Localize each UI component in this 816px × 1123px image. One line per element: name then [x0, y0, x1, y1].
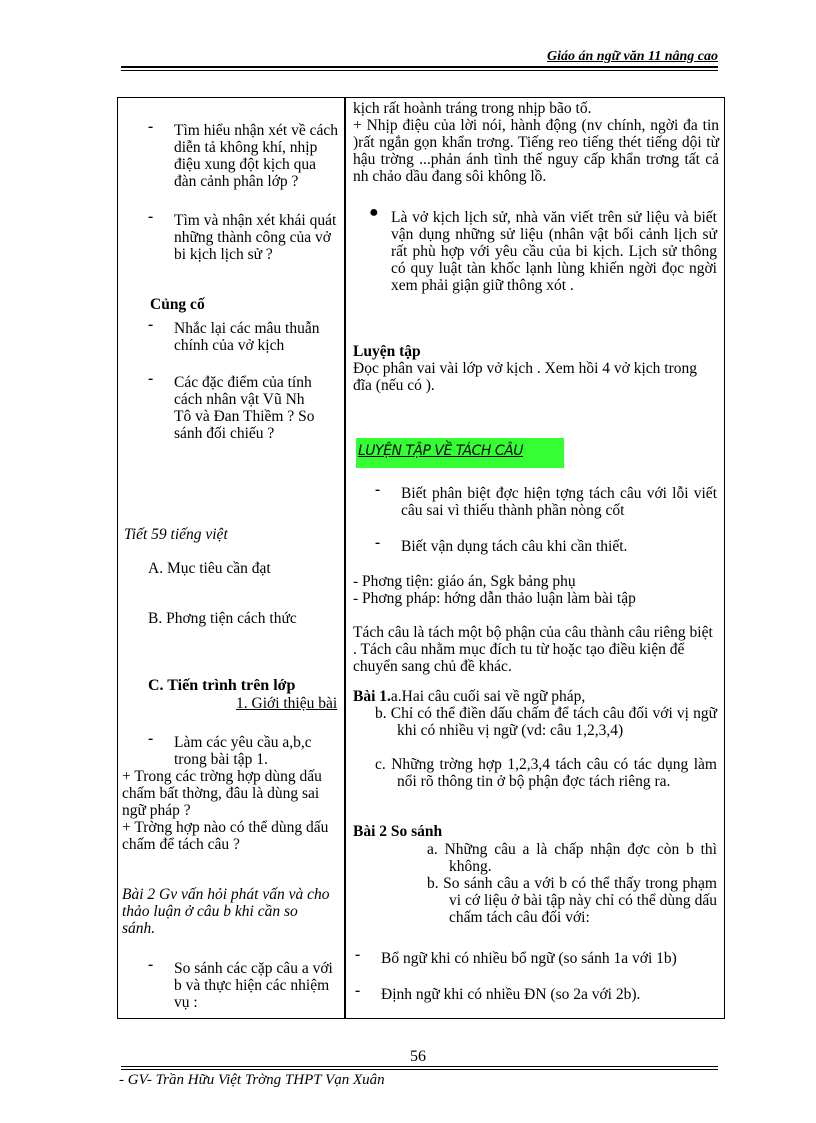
exercise-item: a. Những câu a là chấp nhận đợc còn b thì không. [427, 841, 717, 875]
exercise-item: b. So sánh câu a với b có thể thấy trong phạm vi cớ liệu ở bài tập này chỉ có thể dùng dấu chấm tách câu đối với: [427, 875, 717, 926]
exercise-label: Bài 1. [353, 688, 391, 705]
dash-bullet: - [355, 982, 361, 999]
dot-bullet: ● [369, 204, 379, 221]
list-item: Làm các yêu cầu a,b,c trong bài tập 1. [174, 734, 312, 768]
paragraph: Đọc phân vai vài lớp vở kịch . Xem hồi 4 vở kịch trong đĩa (nếu có ). [353, 360, 697, 394]
exercise-item: b. Chỉ có thể điền dấu chấm để tách câu đối với vị ngữ khi có nhiều vị ngữ (vd: câu 1,2,3,4) [375, 705, 717, 739]
header-rule-thin [121, 70, 718, 71]
page-number: 56 [410, 1048, 426, 1065]
highlighted-title [356, 438, 564, 468]
paragraph: kịch rất hoành tráng trong nhịp bão tố. [353, 100, 592, 117]
dash-bullet: - [148, 316, 154, 333]
dash-bullet: - [355, 946, 361, 963]
header-title: Giáo án ngữ văn 11 nâng cao [547, 49, 718, 64]
footer-author: - GV- Trần Hữu Việt Trờng THPT Vạn Xuân [119, 1072, 385, 1088]
dash-bullet: - [375, 534, 381, 551]
dash-bullet: - [375, 481, 381, 498]
list-item: Tìm hiểu nhận xét về cách diễn tả không khí, nhịp điệu xung đột kịch qua đàn cảnh phân lớp ? [174, 122, 338, 190]
paragraph: + Nhịp điệu của lời nói, hành động (nv chính, ngời đa tin )rất ngắn gọn khẩn trơng. Tiếng reo tiếng thét tiếng dội từ hậu trờng ...phản ánh tình thế nguy cấp khẩn trơng tất cả nh chảo dầu đang sôi không lồ. [353, 117, 719, 185]
section-heading: Củng cố [150, 296, 205, 313]
section-b: B. Phơng tiện cách thức [148, 610, 297, 627]
list-item: So sánh các cặp câu a với b và thực hiện các nhiệm vụ : [174, 960, 333, 1011]
section-title: LUYỆN TẬP VỀ TÁCH CÂU [358, 443, 523, 459]
question-text: + Trờng hợp nào có thể dùng dấu chấm để tách câu ? [122, 819, 329, 853]
paragraph: - Phơng tiện: giáo án, Sgk bảng phụ [353, 573, 576, 590]
list-item: Là vở kịch lịch sử, nhà văn viết trên sử liệu và biết vận dụng những sử liệu (nhân vật bối cảnh lịch sử rất phù hợp với yêu cầu của bi kịch. Lịch sử thông có quy luật tàn khốc lạnh lùng khiến ngời đọc ngời xem phải giận giữ thông xót . [391, 209, 717, 294]
question-text: + Trong các trờng hợp dùng dấu chấm bất thờng, đâu là dùng sai ngữ pháp ? [122, 768, 322, 819]
left-column [118, 98, 346, 1018]
exercise-label: Bài 2 So sánh [353, 823, 443, 840]
dash-bullet: - [148, 208, 154, 225]
dash-bullet: - [148, 118, 154, 135]
dash-bullet: - [148, 730, 154, 747]
header-rule [121, 66, 718, 68]
paragraph: - Phơng pháp: hớng dẫn thảo luận làm bài tập [353, 590, 636, 607]
dash-bullet: - [148, 956, 154, 973]
section-c: C. Tiến trình trên lớp [148, 677, 296, 694]
list-item: Biết phân biệt đợc hiện tợng tách câu với lỗi viết câu sai vì thiếu thành phần nòng cốt [401, 485, 717, 519]
list-item: Định ngữ khi có nhiều ĐN (so 2a với 2b). [381, 986, 641, 1003]
list-item: Tìm và nhận xét khái quát những thành công của vở bi kịch lịch sử ? [174, 212, 337, 263]
lesson-table [117, 97, 725, 1019]
footer-rule-thin [121, 1069, 718, 1070]
list-item: Bổ ngữ khi có nhiều bổ ngữ (so sánh 1a với 1b) [381, 950, 677, 967]
exercise-item: a.Hai câu cuối sai về ngữ pháp, [390, 688, 586, 705]
right-column [349, 98, 724, 1018]
dash-bullet: - [148, 370, 154, 387]
lesson-number: Tiết 59 tiếng việt [124, 526, 228, 543]
list-item: Nhắc lại các mâu thuẫn chính của vở kịch [174, 320, 320, 354]
practice-heading: Luyện tập [353, 343, 421, 360]
intro-heading: 1. Giới thiệu bài [236, 695, 338, 712]
section-a: A. Mục tiêu cần đạt [148, 560, 271, 577]
list-item: Biết vận dụng tách câu khi cần thiết. [401, 538, 628, 555]
footer-rule [121, 1066, 718, 1067]
exercise-1-line [353, 688, 585, 705]
definition: Tách câu là tách một bộ phận của câu thành câu riêng biệt . Tách câu nhằm mục đích tu từ hoặc tạo điều kiện để chuyển sang chủ đề khác. [353, 624, 713, 675]
exercise-item: c. Những trờng hợp 1,2,3,4 tách câu có tác dụng làm nổi rõ thông tin ở bộ phận đợc tách riêng ra. [375, 756, 717, 790]
exercise-note: Bài 2 Gv vấn hỏi phát vấn và cho thảo luận ở câu b khi cần so sánh. [122, 886, 330, 937]
list-item: Các đặc điểm của tính cách nhân vật Vũ Nh Tô và Đan Thiềm ? So sánh đối chiếu ? [174, 374, 315, 442]
